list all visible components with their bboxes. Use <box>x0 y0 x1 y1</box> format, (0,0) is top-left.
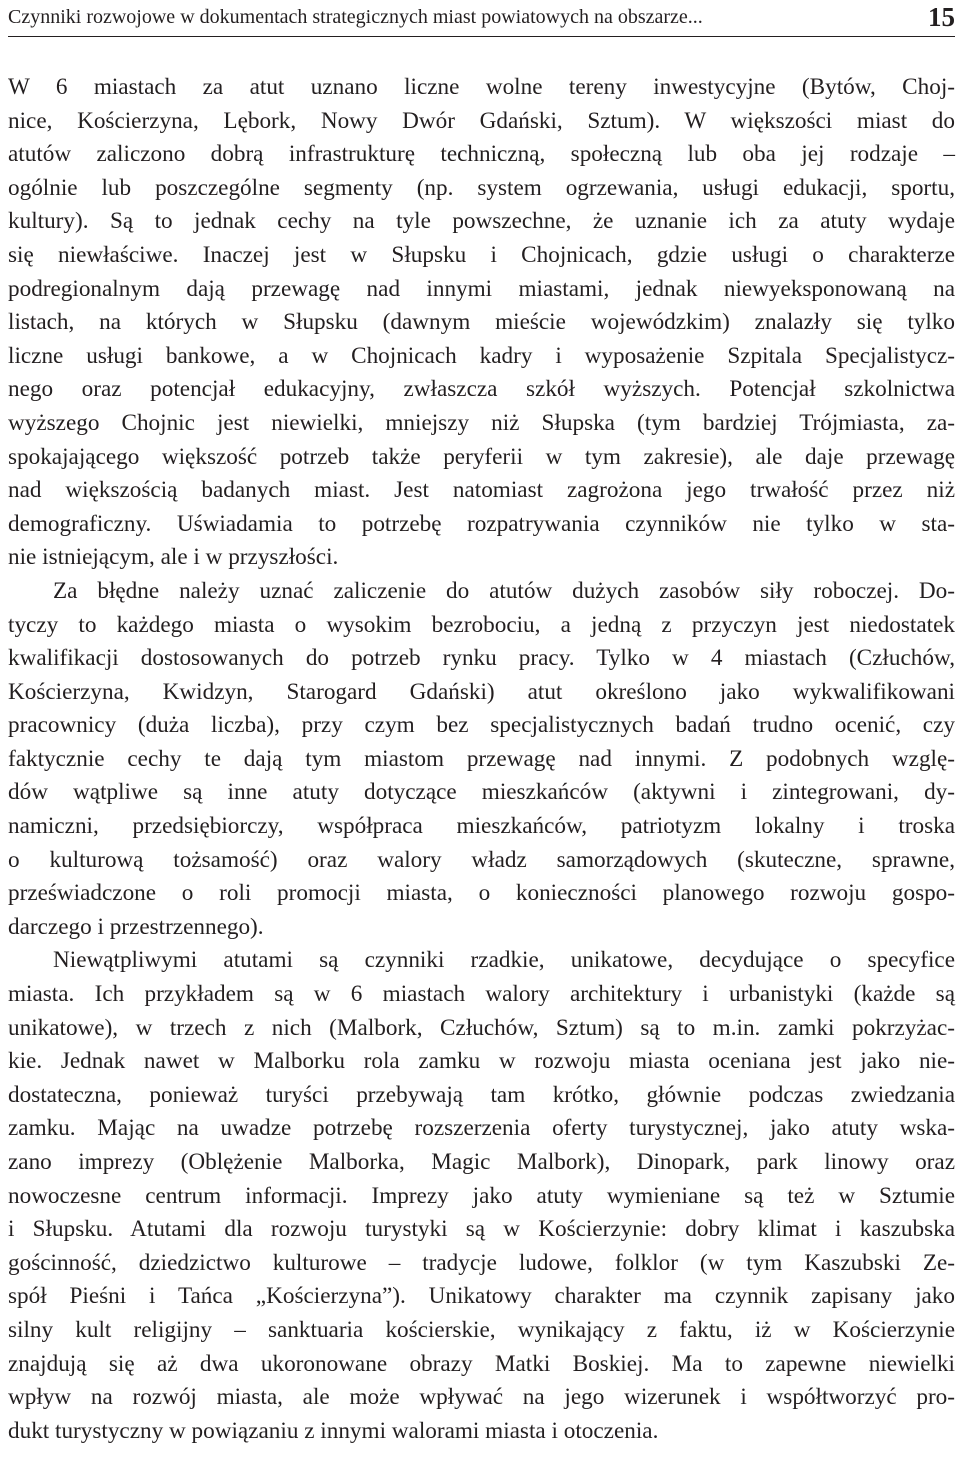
text-line: demograficzny. Uświadamia to potrzebę rozpatrywania czynników nie tylko w sta- <box>8 510 955 537</box>
text-line: tyczy to każdego miasta o wysokim bezrobociu, a jedną z przyczyn jest niedostatek <box>8 611 955 638</box>
text-line: wyższego Chojnic jest niewielki, mniejszy niż Słupska (tym bardziej Trójmiasta, za- <box>8 409 955 436</box>
text-line: liczne usługi bankowe, a w Chojnicach kadry i wyposażenie Szpitala Specjalistycz- <box>8 342 955 369</box>
text-line: nie istniejącym, ale i w przyszłości. <box>8 544 339 571</box>
text-line: Kościerzyna, Kwidzyn, Starogard Gdański) atut określono jako wykwalifikowani <box>8 678 955 705</box>
text-line: i Słupsku. Atutami dla rozwoju turystyki są w Kościerzynie: dobry klimat i kaszubska <box>8 1216 955 1243</box>
text-line: spokajającego większość potrzeb także peryferii w tym zakresie), ale daje przewagę <box>8 443 955 470</box>
text-line: spół Pieśni i Tańca „Kościerzyna”). Unikatowy charakter ma czynnik zapisany jako <box>8 1283 955 1310</box>
text-line: nad większością badanych miast. Jest natomiast zagrożona jego trwałość przez niż <box>8 477 955 504</box>
document-page <box>8 0 955 1448</box>
text-line: Za błędne należy uznać zaliczenie do atutów dużych zasobów siły roboczej. Do- <box>53 577 955 604</box>
text-line: darczego i przestrzennego). <box>8 913 264 940</box>
text-line: się niewłaściwe. Inaczej jest w Słupsku i Chojnicach, gdzie usługi o charakterze <box>8 241 955 268</box>
paragraph <box>8 71 955 575</box>
text-line: silny kult religijny – sanktuaria kościerskie, wynikający z faktu, iż w Kościerzynie <box>8 1316 955 1343</box>
text-line: dów wątpliwe są inne atuty dotyczące mieszkańców (aktywni i zintegrowani, dy- <box>8 779 955 806</box>
text-line: przeświadczone o roli promocji miasta, o konieczności planowego rozwoju gospo- <box>8 880 955 907</box>
text-line: dukt turystyczny w powiązaniu z innymi walorami miasta i otoczenia. <box>8 1417 659 1444</box>
body-text <box>8 71 955 1448</box>
paragraph <box>8 575 955 945</box>
text-line: znajdują się aż dwa ukoronowane obrazy Matki Boskiej. Ma to zapewne niewielki <box>8 1350 955 1377</box>
text-line: o kulturową tożsamość) oraz walory władz samorządowych (skuteczne, sprawne, <box>8 846 955 873</box>
running-header <box>8 2 955 37</box>
text-line: dostateczna, ponieważ turyści przebywają tam krótko, głównie podczas zwiedzania <box>8 1081 955 1108</box>
text-line: nice, Kościerzyna, Lębork, Nowy Dwór Gdański, Sztum). W większości miast do <box>8 107 955 134</box>
text-line: pracownicy (duża liczba), przy czym bez specjalistycznych badań trudno ocenić, czy <box>8 712 955 739</box>
text-line: namiczni, przedsiębiorczy, współpraca mieszkańców, patriotyzm lokalny i troska <box>8 813 955 840</box>
text-line: zamku. Mając na uwadze potrzebę rozszerzenia oferty turystycznej, jako atuty wska- <box>8 1115 955 1142</box>
text-line: wpływ na rozwój miasta, ale może wpływać na jego wizerunek i współtworzyć pro- <box>8 1384 955 1411</box>
running-title: Czynniki rozwojowe w dokumentach strategicznych miast powiatowych na obszarze... <box>8 6 703 28</box>
page-number: 15 <box>928 2 955 32</box>
text-line: nego oraz potencjał edukacyjny, zwłaszcza szkół wyższych. Potencjał szkolnictwa <box>8 376 955 403</box>
text-line: zano imprezy (Oblężenie Malborka, Magic Malbork), Dinopark, park linowy oraz <box>8 1149 955 1175</box>
text-line: miasta. Ich przykładem są w 6 miastach walory architektury i urbanistyki (każde są <box>8 981 955 1008</box>
text-line: W 6 miastach za atut uznano liczne wolne tereny inwestycyjne (Bytów, Choj- <box>8 74 955 100</box>
text-line: unikatowe), w trzech z nich (Malbork, Człuchów, Sztum) są to m.in. zamki pokrzyżac- <box>8 1014 955 1041</box>
text-line: faktycznie cechy te dają tym miastom przewagę nad innymi. Z podobnych wzglę- <box>8 745 955 772</box>
text-line: nowoczesne centrum informacji. Imprezy jako atuty wymieniane są też w Sztumie <box>8 1182 955 1209</box>
text-line: kwalifikacji dostosowanych do potrzeb rynku pracy. Tylko w 4 miastach (Człuchów, <box>8 645 955 672</box>
text-line: kultury). Są to jednak cechy na tyle powszechne, że uznanie ich za atuty wydaje <box>8 208 955 235</box>
paragraph <box>8 944 955 1448</box>
text-line: listach, na których w Słupsku (dawnym mieście wojewódzkim) znalazły się tylko <box>8 309 955 336</box>
text-line: gościnność, dziedzictwo kulturowe – tradycje ludowe, folklor (w tym Kaszubski Ze- <box>8 1249 955 1276</box>
text-line: Niewątpliwymi atutami są czynniki rzadkie, unikatowe, decydujące o specyfice <box>53 947 955 974</box>
text-line: podregionalnym dają przewagę nad innymi miastami, jednak niewyeksponowaną na <box>8 275 955 302</box>
text-line: atutów zaliczono dobrą infrastrukturę techniczną, społeczną lub oba jej rodzaje – <box>8 141 955 168</box>
text-line: ogólnie lub poszczególne segmenty (np. system ogrzewania, usługi edukacji, sportu, <box>8 174 955 201</box>
text-line: kie. Jednak nawet w Malborku rola zamku w rozwoju miasta oceniana jest jako nie- <box>8 1048 955 1075</box>
